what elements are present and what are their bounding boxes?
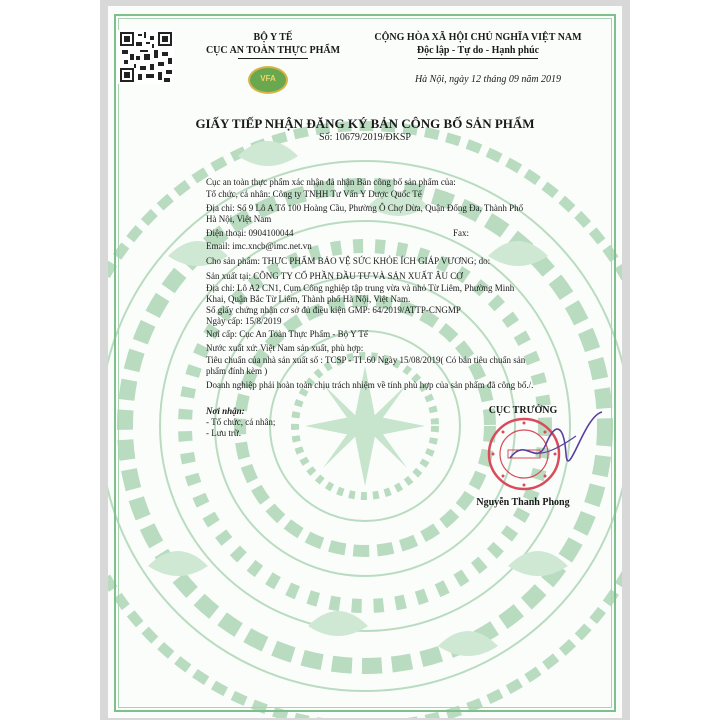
vfa-logo: VFA: [248, 66, 288, 94]
body-line-manufacturer: Sản xuất tại: CÔNG TY CỔ PHẦN ĐẦU TƯ VÀ SẢN XUẤT ÂU CƠ: [206, 271, 463, 281]
body-line-4: Hà Nội, Việt Nam: [206, 214, 272, 224]
certificate-document: [108, 6, 622, 718]
signature: [506, 406, 606, 476]
issue-date: Hà Nội, ngày 12 tháng 09 năm 2019: [414, 74, 562, 85]
recipient-2: - Lưu trữ.: [206, 428, 241, 438]
signer-title: CỤC TRƯỞNG: [488, 405, 558, 416]
body-line-1: Cục an toàn thực phẩm xác nhận đã nhận Bản công bố sản phẩm của:: [206, 177, 456, 187]
motto-underline: [418, 58, 538, 59]
qr-code: [118, 30, 174, 84]
body-line-address-2: Khai, Quận Bắc Từ Liêm, Thành phố Hà Nội, Việt Nam.: [206, 294, 411, 304]
body-line-2: Tổ chức, cá nhân: Công ty TNHH Tư Vấn Y Dược Quốc Tế: [206, 189, 422, 199]
body-line-phone: Điện thoại: 0904100044: [206, 228, 294, 238]
body-line-email: Email: imc.xncb@imc.net.vn: [206, 241, 312, 251]
department-name: CỤC AN TOÀN THỰC PHẨM: [205, 45, 341, 56]
body-line-responsibility: Doanh nghiệp phải hoàn toàn chịu trách nhiệm về tính phù hợp của sản phẩm đã công bố./.: [206, 380, 534, 390]
body-line-issuer: Nơi cấp: Cục An Toàn Thực Phẩm - Bộ Y Tế: [206, 329, 368, 339]
document-number: Số: 10679/2019/ĐKSP: [319, 132, 411, 143]
body-line-gmp: Số giấy chứng nhận cơ sở đủ điều kiện GMP: 64/2019/ATTP-CNGMP: [206, 305, 461, 315]
body-line-origin: Nước xuất xứ: Việt Nam sản xuất, phù hợp:: [206, 343, 364, 353]
body-line-product: Cho sản phẩm: THỰC PHẨM BẢO VỆ SỨC KHỎE ÍCH GIÁP VƯƠNG; do:: [206, 256, 491, 266]
body-line-address-1: Địa chỉ: Lô A2 CN1, Cụm Công nghiệp tập trung vừa và nhỏ Từ Liêm, Phường Minh: [206, 283, 515, 293]
signer-name: Nguyễn Thanh Phong: [476, 497, 570, 508]
motto: Độc lập - Tự do - Hạnh phúc: [416, 45, 540, 56]
document-title: GIẤY TIẾP NHẬN ĐĂNG KÝ BẢN CÔNG BỐ SẢN PHẨM: [195, 116, 535, 131]
body-line-3: Địa chỉ: Số 9 Lô A Tổ 100 Hoàng Cầu, Phường Ô Chợ Dừa, Quận Đống Đa, Thành Phố: [206, 203, 524, 213]
nation-name: CỘNG HÒA XÃ HỘI CHỦ NGHĨA VIỆT NAM: [374, 32, 582, 43]
body-line-standard-2: phẩm đính kèm ): [206, 366, 268, 376]
recipients-heading: Nơi nhận:: [206, 406, 245, 416]
body-line-fax: Fax:: [453, 228, 470, 238]
department-underline: [238, 58, 308, 59]
body-line-issue-date: Ngày cấp: 15/8/2019: [206, 316, 282, 326]
body-line-standard-1: Tiêu chuẩn của nhà sản xuất số : TCSP - TI .60 Ngày 15/08/2019( Có bản tiêu chuẩn sản: [206, 355, 526, 365]
recipient-1: - Tổ chức, cá nhân;: [206, 417, 276, 427]
ministry-name: BỘ Y TẾ: [253, 32, 293, 43]
